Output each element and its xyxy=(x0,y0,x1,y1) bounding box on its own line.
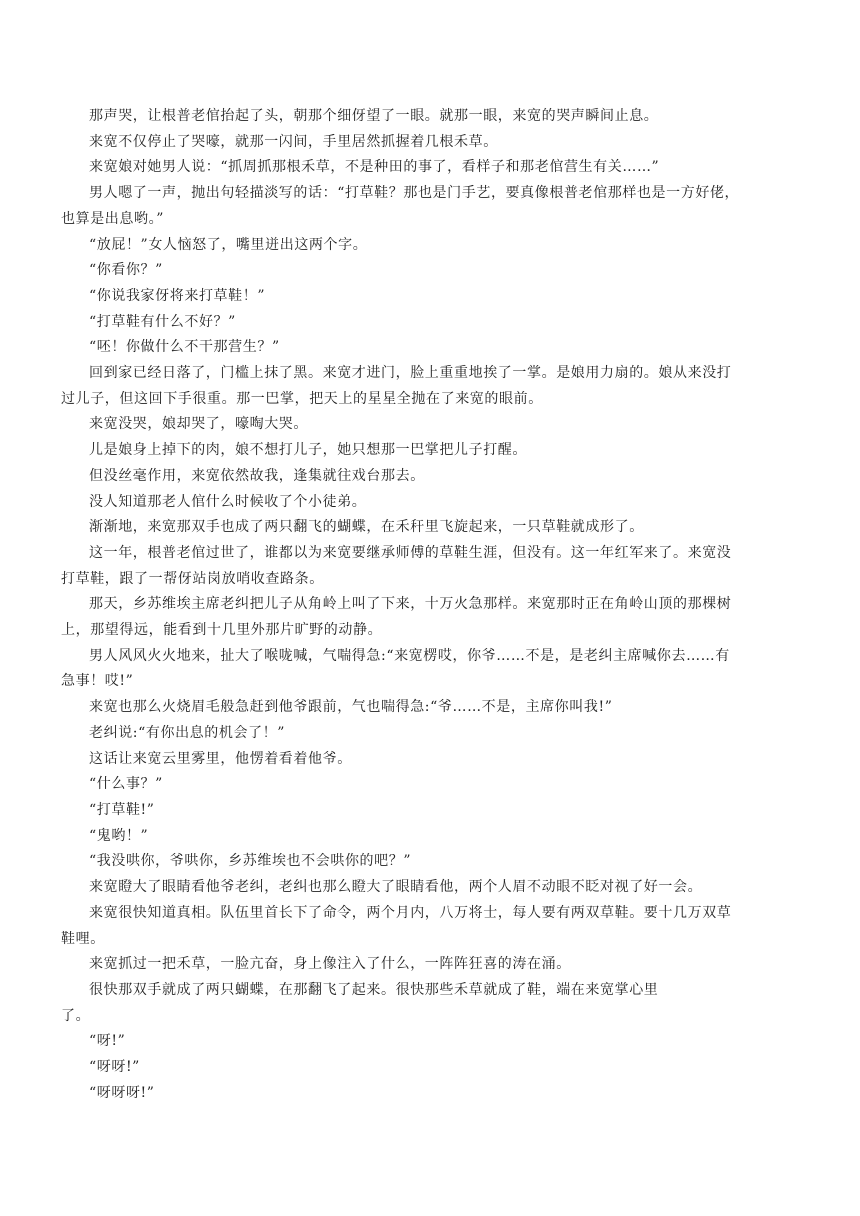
paragraph: 老纠说:“有你出息的机会了！” xyxy=(89,724,286,741)
paragraph: 但没丝毫作用，来宽依然故我，逢集就往戏台那去。 xyxy=(89,467,425,484)
paragraph: 来宽不仅停止了哭嚎，就那一闪间，手里居然抓握着几根禾草。 xyxy=(89,133,498,150)
paragraph: 很快那双手就成了两只蝴蝶，在那翻飞了起来。很快那些禾草就成了鞋，端在来宽掌心里了。 xyxy=(61,981,659,1024)
paragraph: “你看你？” xyxy=(89,262,163,279)
paragraph: 没人知道那老人倌什么时候收了个小徒弟。 xyxy=(89,493,367,510)
paragraph: 来宽瞪大了眼睛看他爷老纠，老纠也那么瞪大了眼睛看他，两个人眉不动眼不眨对视了好一会。 xyxy=(89,879,703,896)
paragraph: “呀呀!” xyxy=(89,1059,140,1076)
paragraph: 儿是娘身上掉下的肉，娘不想打儿子，她只想那一巴掌把儿子打醒。 xyxy=(89,442,527,459)
paragraph: 来宽很快知道真相。队伍里首长下了命令，两个月内，八万将士，每人要有两双草鞋。要十几万双草鞋哩。 xyxy=(61,904,732,947)
paragraph: “你说我家伢将来打草鞋！” xyxy=(89,287,266,304)
paragraph: “放屁！”女人恼怒了，嘴里迸出这两个字。 xyxy=(89,236,368,253)
paragraph: 来宽没哭，娘却哭了，嚎啕大哭。 xyxy=(89,416,308,433)
paragraph: “什么事？” xyxy=(89,776,163,793)
paragraph: 来宽也那么火烧眉毛般急赶到他爷跟前，气也喘得急:“爷……不是，主席你叫我!” xyxy=(89,699,613,716)
paragraph: 来宽娘对她男人说：“抓周抓那根禾草，不是种田的事了，看样子和那老倌营生有关……” xyxy=(89,159,660,176)
paragraph: 这话让来宽云里雾里，他愣着看着他爷。 xyxy=(89,750,352,767)
paragraph: “打草鞋!” xyxy=(89,801,155,818)
paragraph: 来宽抓过一把禾草，一脸亢奋，身上像注入了什么，一阵阵狂喜的涛在涌。 xyxy=(89,956,571,973)
paragraph: “鬼哟！” xyxy=(89,827,149,844)
paragraph: “呸！你做什么不干那营生？” xyxy=(89,339,280,356)
paragraph: 渐渐地，来宽那双手也成了两只翻飞的蝴蝶，在禾秆里飞旋起来，一只草鞋就成形了。 xyxy=(89,519,644,536)
paragraph: 男人嗯了一声，抛出句轻描淡写的话：“打草鞋？那也是门手艺，要真像根普老倌那样也是一方好佬，也算是出息哟。” xyxy=(61,185,740,227)
paragraph: “我没哄你，爷哄你，乡苏维埃也不会哄你的吧？” xyxy=(89,853,412,870)
paragraph: 男人风风火火地来，扯大了喉咙喊，气喘得急:“来宽楞哎，你爷……不是，是老纠主席喊你去……有急事！哎!” xyxy=(61,647,730,690)
article-body xyxy=(61,104,741,1106)
paragraph: 那声哭，让根普老倌抬起了头，朝那个细伢望了一眼。就那一眼，来宽的哭声瞬间止息。 xyxy=(89,108,659,124)
paragraph: 这一年，根普老倌过世了，谁都以为来宽要继承师傅的草鞋生涯，但没有。这一年红军来了。来宽没打草鞋，跟了一帮伢站岗放哨收查路条。 xyxy=(61,544,732,587)
paragraph: 回到家已经日落了，门槛上抹了黑。来宽才进门，脸上重重地挨了一掌。是娘用力扇的。娘从来没打过儿子，但这回下手很重。那一巴掌，把天上的星星全抛在了来宽的眼前。 xyxy=(61,365,732,407)
paragraph: “打草鞋有什么不好？” xyxy=(89,313,236,330)
paragraph: “呀!” xyxy=(89,1033,126,1050)
paragraph: 那天，乡苏维埃主席老纠把儿子从角岭上叫了下来，十万火急那样。来宽那时正在角岭山顶的那棵树上，那望得远，能看到十几里外那片旷野的动静。 xyxy=(61,596,732,639)
paragraph: “呀呀呀!” xyxy=(89,1084,155,1101)
